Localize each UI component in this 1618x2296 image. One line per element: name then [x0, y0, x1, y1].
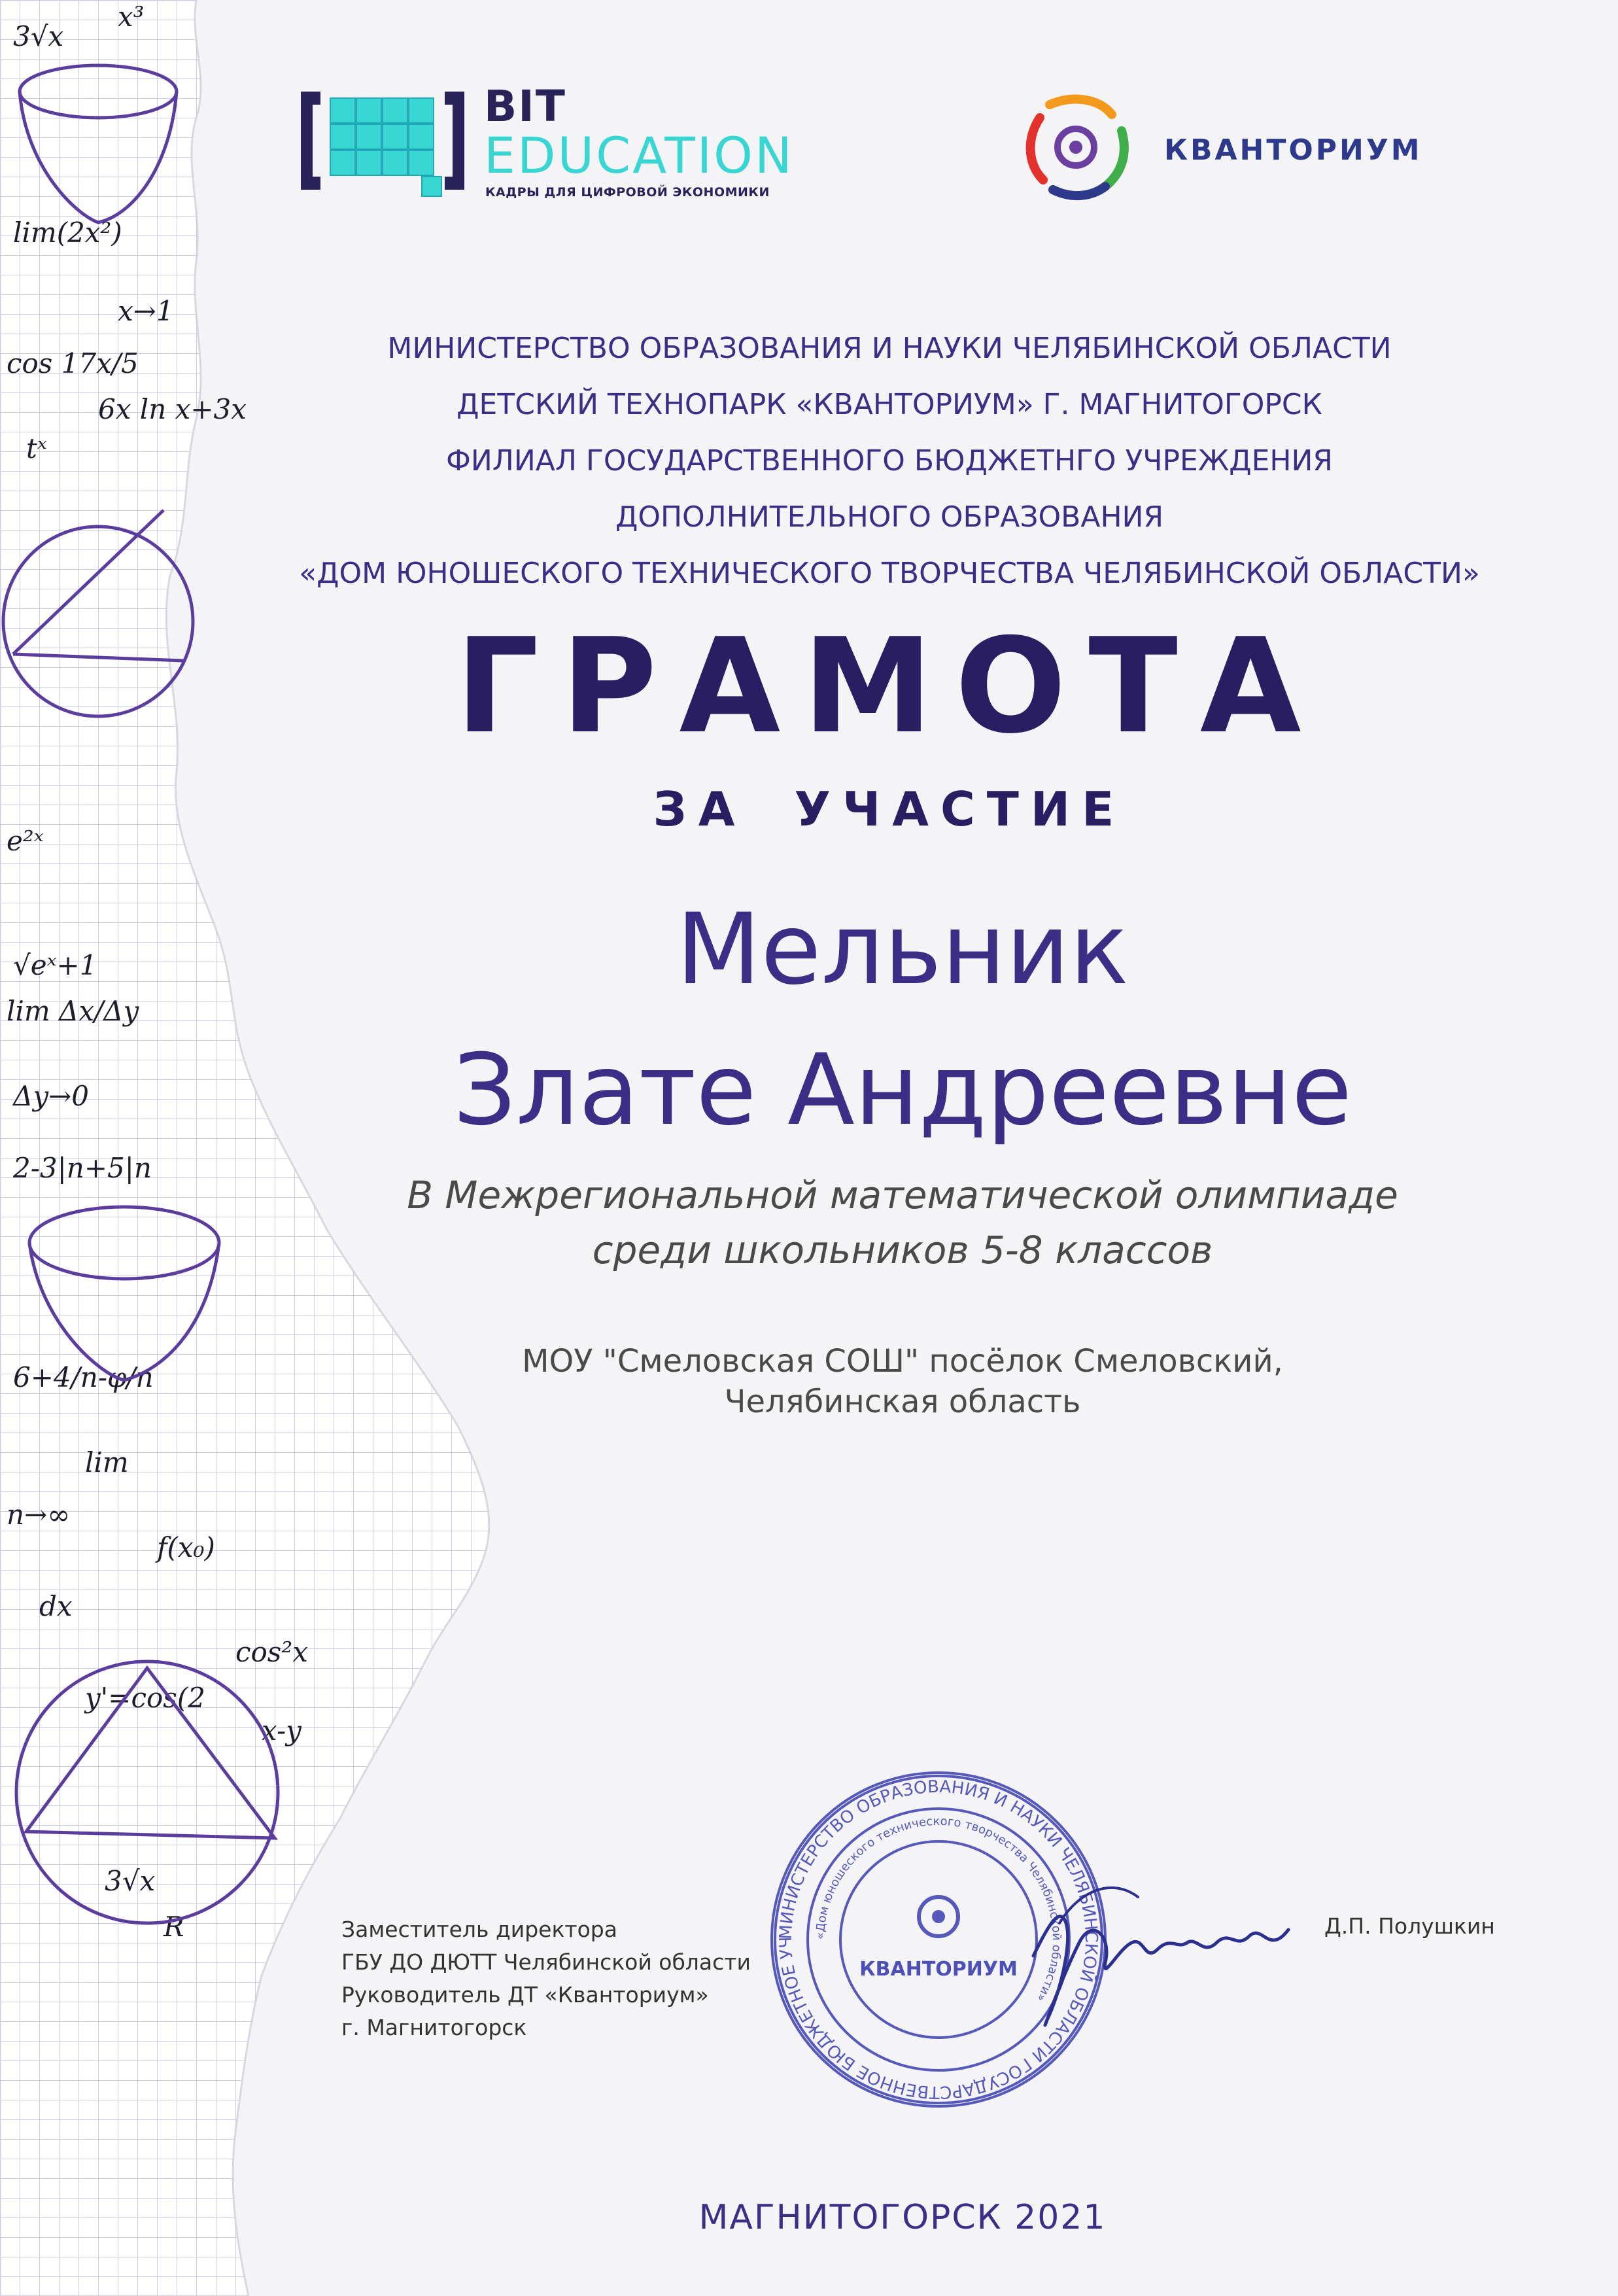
- math-formula: cos²x: [235, 1636, 308, 1668]
- stamp-outer-text: МИНИСТЕРСТВО ОБРАЗОВАНИЯ И НАУКИ ЧЕЛЯБИНСКОЙ ОБЛАСТИ ГОСУДАРСТВЕННОЕ БЮДЖЕТНОЕ УЧ: [776, 1777, 1101, 2102]
- math-formula: e²ˣ: [7, 825, 44, 857]
- signer-position-line-1: Заместитель директора: [341, 1917, 617, 1942]
- event-description: [288, 1168, 1517, 1278]
- math-formula: √eˣ+1: [13, 949, 97, 981]
- org-line-technopark: ДЕТСКИЙ ТЕХНОПАРК «КВАНТОРИУМ» Г. МАГНИТОГОРСК: [456, 388, 1322, 421]
- math-formula: y'=cos(2: [85, 1682, 205, 1714]
- bit-word: BIT: [484, 81, 566, 131]
- math-formula: dx: [39, 1590, 73, 1622]
- bit-education-logo: [294, 78, 804, 209]
- certificate-subtitle: ЗА УЧАСТИЕ: [653, 782, 1126, 837]
- math-formula: lim Δx/Δy: [7, 995, 139, 1027]
- math-formula: 6x ln x+3x: [98, 393, 247, 425]
- org-line-education: ДОПОЛНИТЕЛЬНОГО ОБРАЗОВАНИЯ: [615, 500, 1164, 534]
- recipient-surname: Мельник: [676, 893, 1129, 1007]
- recipient-given-names: Злате Андреевне: [453, 1034, 1352, 1147]
- math-formula: lim(2x²): [13, 217, 122, 249]
- signer-position: [341, 1913, 799, 2044]
- bit-cube-icon: [294, 78, 471, 209]
- signer-position-line-2: ГБУ ДО ДЮТТ Челябинской области: [341, 1949, 751, 1975]
- math-formula: x³: [118, 1, 145, 33]
- organization-header: [275, 321, 1504, 602]
- math-formula: tˣ: [26, 432, 47, 464]
- org-line-ministry: МИНИСТЕРСТВО ОБРАЗОВАНИЯ И НАУКИ ЧЕЛЯБИНСКОЙ ОБЛАСТИ: [387, 332, 1392, 365]
- math-formula: f(x₀): [157, 1531, 215, 1563]
- recipient-name: [275, 880, 1530, 1161]
- math-formula: 6+4/n-φ/n: [13, 1361, 154, 1393]
- school-line-1: МОУ "Смеловская СОШ" посёлок Смеловский,: [522, 1343, 1283, 1380]
- signer-position-line-3: Руководитель ДТ «Кванториум»: [341, 1982, 709, 2008]
- org-line-branch: ФИЛИАЛ ГОСУДАРСТВЕННОГО БЮДЖЕТНГО УЧРЕЖДЕНИЯ: [446, 444, 1333, 478]
- kvantorium-wordmark: КВАНТОРИУМ: [1164, 133, 1422, 167]
- school-line-2: Челябинская область: [724, 1383, 1081, 1420]
- kvantorium-atom-icon: [1014, 92, 1138, 203]
- school-info: [288, 1341, 1517, 1422]
- math-formula: 3√x: [13, 20, 64, 52]
- footer-city-year: МАГНИТОГОРСК 2021: [698, 2198, 1107, 2237]
- math-formula: n→∞: [7, 1499, 71, 1531]
- certificate-title: ГРАМОТА: [455, 610, 1324, 763]
- org-line-house: «ДОМ ЮНОШЕСКОГО ТЕХНИЧЕСКОГО ТВОРЧЕСТВА ЧЕЛЯБИНСКОЙ ОБЛАСТИ»: [299, 557, 1480, 590]
- kvantorium-logo: [1014, 92, 1472, 203]
- math-formula: x-y: [262, 1714, 301, 1747]
- handwritten-signature: [1020, 1851, 1308, 2067]
- event-line-2: среди школьников 5-8 классов: [592, 1228, 1213, 1272]
- education-word: EDUCATION: [484, 126, 794, 184]
- event-line-1: В Межрегиональной математической олимпиаде: [407, 1173, 1398, 1217]
- stamp-inner-text: «Дом юношеского технического творчества Челябинской области»: [813, 1814, 1064, 2004]
- math-formula: 3√x: [105, 1865, 156, 1897]
- math-formula: cos 17x/5: [7, 347, 139, 379]
- math-formula: 2-3|n+5|n: [13, 1152, 152, 1184]
- stamp-atom-icon: [919, 1897, 958, 1936]
- stamp-center-label: КВАНТОРИУМ: [859, 1958, 1018, 1981]
- signer-position-line-4: г. Магнитогорск: [341, 2015, 527, 2040]
- math-formula: Δy→0: [13, 1080, 89, 1112]
- math-formula: lim: [85, 1446, 129, 1478]
- bit-tagline: КАДРЫ ДЛЯ ЦИФРОВОЙ ЭКОНОМИКИ: [485, 185, 770, 200]
- math-formula: x→1: [118, 295, 174, 327]
- signer-name: Д.П. Полушкин: [1324, 1913, 1495, 1939]
- math-formula: R: [164, 1911, 184, 1943]
